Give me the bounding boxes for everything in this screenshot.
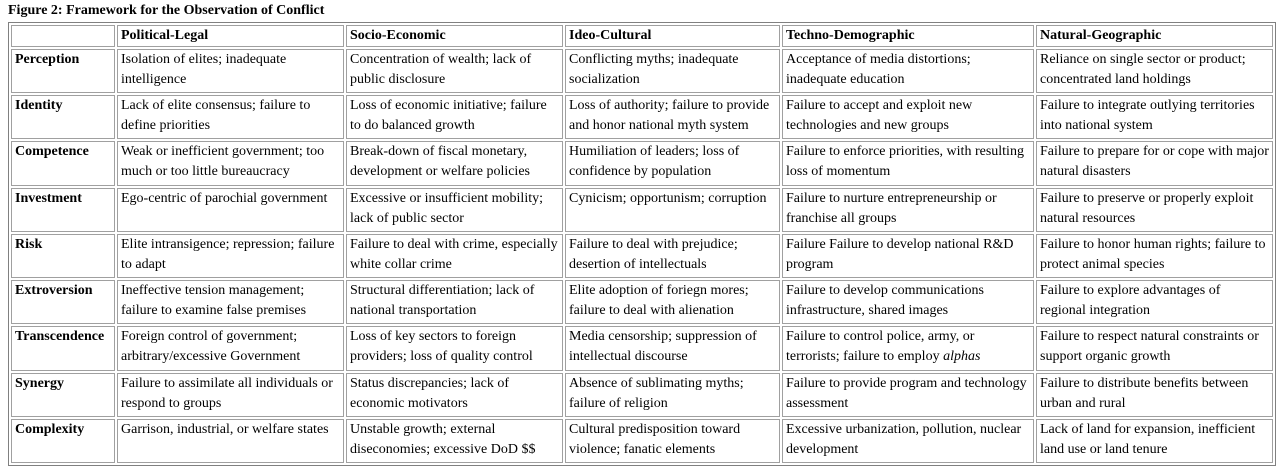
table-row xyxy=(11,373,1273,417)
column-header: Natural-Geographic xyxy=(1036,25,1273,47)
cell-text: Failure to control police, army, or terrorists; failure to employ xyxy=(786,329,975,365)
table-cell: Garrison, industrial, or welfare states xyxy=(117,419,344,463)
table-cell: Loss of authority; failure to provide and honor national myth system xyxy=(565,95,780,139)
figure-caption: Figure 2: Framework for the Observation of Conflict xyxy=(8,3,325,18)
table-cell: Failure to honor human rights; failure to protect animal species xyxy=(1036,234,1273,278)
table-cell: Foreign control of government; arbitrary/excessive Government xyxy=(117,326,344,370)
cell-italic-text: alphas xyxy=(943,349,981,365)
table-cell: Humiliation of leaders; loss of confidence by population xyxy=(565,141,780,185)
column-header: Techno-Demographic xyxy=(782,25,1034,47)
table-cell: Cultural predisposition toward violence; fanatic elements xyxy=(565,419,780,463)
row-header: Identity xyxy=(11,95,115,139)
table-row xyxy=(11,234,1273,278)
table-cell: Elite adoption of foriegn mores; failure to deal with alienation xyxy=(565,280,780,324)
table-cell: Failure to integrate outlying territories into national system xyxy=(1036,95,1273,139)
row-header: Perception xyxy=(11,49,115,93)
table-cell xyxy=(782,326,1034,370)
table-cell: Media censorship; suppression of intellectual discourse xyxy=(565,326,780,370)
table-cell: Unstable growth; external diseconomies; excessive DoD $$ xyxy=(346,419,563,463)
conflict-framework-table xyxy=(8,22,1276,466)
table-cell: Failure to nurture entrepreneurship or franchise all groups xyxy=(782,188,1034,232)
table-cell: Failure to develop communications infrastructure, shared images xyxy=(782,280,1034,324)
table-body xyxy=(11,49,1273,463)
table-cell: Failure to explore advantages of regional integration xyxy=(1036,280,1273,324)
table-cell: Lack of land for expansion, inefficient land use or land tenure xyxy=(1036,419,1273,463)
row-header: Risk xyxy=(11,234,115,278)
row-header: Transcendence xyxy=(11,326,115,370)
table-row xyxy=(11,188,1273,232)
table-row xyxy=(11,280,1273,324)
table-cell: Acceptance of media distortions; inadequate education xyxy=(782,49,1034,93)
table-cell: Ineffective tension management; failure to examine false premises xyxy=(117,280,344,324)
row-header: Synergy xyxy=(11,373,115,417)
column-header: Ideo-Cultural xyxy=(565,25,780,47)
row-header: Complexity xyxy=(11,419,115,463)
table-cell: Loss of key sectors to foreign providers; loss of quality control xyxy=(346,326,563,370)
table-cell: Elite intransigence; repression; failure to adapt xyxy=(117,234,344,278)
table-cell: Status discrepancies; lack of economic motivators xyxy=(346,373,563,417)
table-row xyxy=(11,326,1273,370)
table-cell: Failure to respect natural constraints or support organic growth xyxy=(1036,326,1273,370)
table-row xyxy=(11,141,1273,185)
table-cell: Excessive urbanization, pollution, nuclear development xyxy=(782,419,1034,463)
column-header: Political-Legal xyxy=(117,25,344,47)
table-cell: Weak or inefficient government; too much or too little bureaucracy xyxy=(117,141,344,185)
row-header: Competence xyxy=(11,141,115,185)
table-cell: Lack of elite consensus; failure to define priorities xyxy=(117,95,344,139)
table-cell: Failure to enforce priorities, with resulting loss of momentum xyxy=(782,141,1034,185)
table-row xyxy=(11,419,1273,463)
row-header: Extroversion xyxy=(11,280,115,324)
table-cell: Excessive or insufficient mobility; lack of public sector xyxy=(346,188,563,232)
table-cell: Loss of economic initiative; failure to do balanced growth xyxy=(346,95,563,139)
table-cell: Failure to preserve or properly exploit natural resources xyxy=(1036,188,1273,232)
header-row xyxy=(11,25,1273,47)
column-header: Socio-Economic xyxy=(346,25,563,47)
table-cell: Reliance on single sector or product; concentrated land holdings xyxy=(1036,49,1273,93)
corner-header-cell xyxy=(11,25,115,47)
table-cell: Failure to distribute benefits between urban and rural xyxy=(1036,373,1273,417)
table-cell: Absence of sublimating myths; failure of religion xyxy=(565,373,780,417)
table-cell: Conflicting myths; inadequate socialization xyxy=(565,49,780,93)
table-cell: Break-down of fiscal monetary, development or welfare policies xyxy=(346,141,563,185)
table-cell: Cynicism; opportunism; corruption xyxy=(565,188,780,232)
table-cell: Failure to provide program and technology assessment xyxy=(782,373,1034,417)
table-cell: Ego-centric of parochial government xyxy=(117,188,344,232)
table-cell: Failure to prepare for or cope with major natural disasters xyxy=(1036,141,1273,185)
table-cell: Failure Failure to develop national R&D program xyxy=(782,234,1034,278)
table-cell: Failure to deal with crime, especially white collar crime xyxy=(346,234,563,278)
table-cell: Failure to assimilate all individuals or respond to groups xyxy=(117,373,344,417)
table-cell: Isolation of elites; inadequate intelligence xyxy=(117,49,344,93)
table-cell: Failure to accept and exploit new technologies and new groups xyxy=(782,95,1034,139)
table-cell: Concentration of wealth; lack of public disclosure xyxy=(346,49,563,93)
row-header: Investment xyxy=(11,188,115,232)
table-cell: Structural differentiation; lack of national transportation xyxy=(346,280,563,324)
table-row xyxy=(11,95,1273,139)
table-row xyxy=(11,49,1273,93)
table-cell: Failure to deal with prejudice; desertion of intellectuals xyxy=(565,234,780,278)
